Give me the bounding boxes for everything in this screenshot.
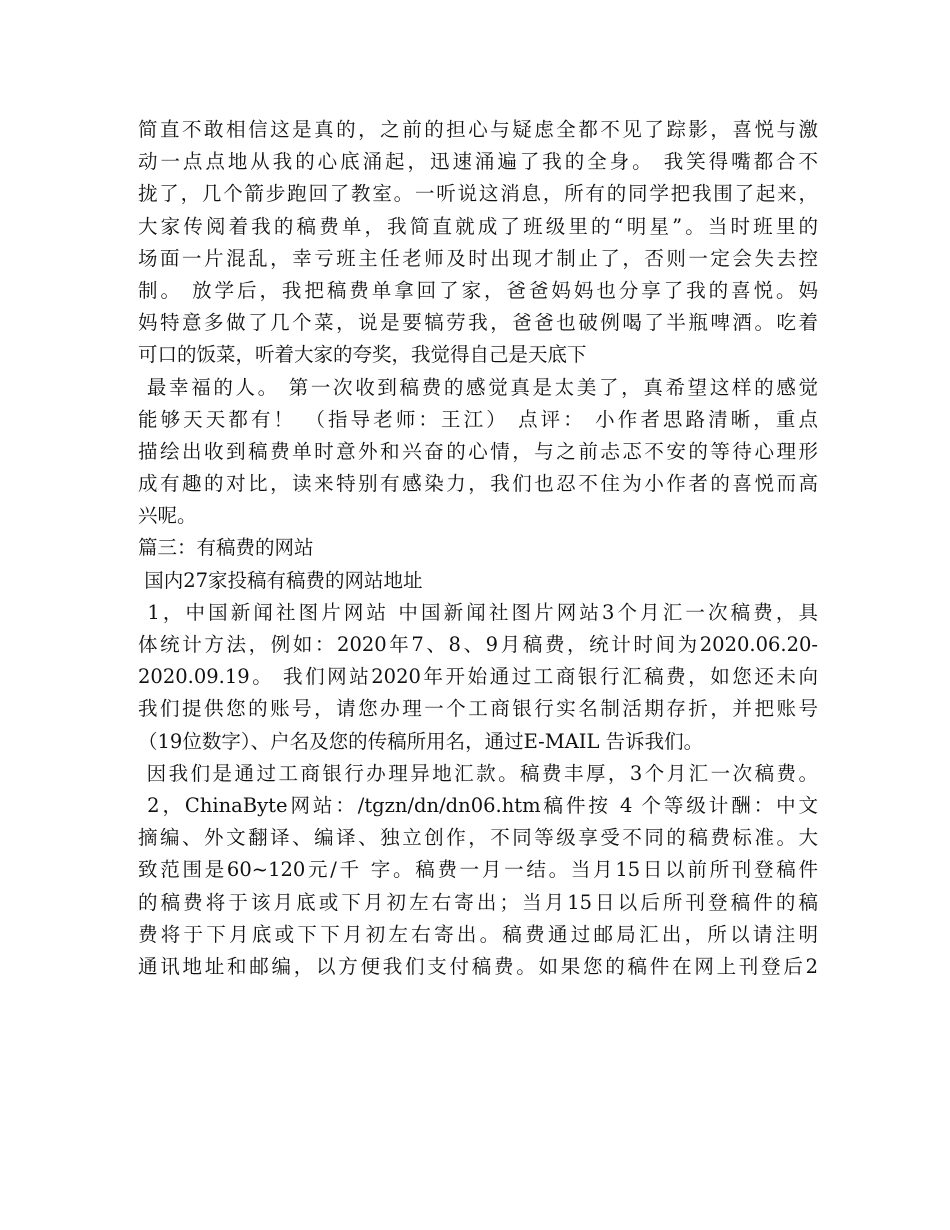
- text-line: 我们提供您的账号，请您办理一个工商银行实名制活期存折，并把账号: [138, 697, 818, 721]
- text-line: 动一点点地从我的心底涌起，迅速涌遍了我的全身。 我笑得嘴都合不: [138, 150, 818, 174]
- text-line: 能够天天都有！ （指导老师：王江） 点评： 小作者思路清晰，重点: [138, 407, 818, 431]
- text-line: 摘编、外文翻译、编译、独立创作，不同等级享受不同的稿费标准。大: [138, 826, 818, 850]
- text-line: 体统计方法，例如：2020年7、8、9月稿费，统计时间为2020.06.20-: [138, 633, 818, 656]
- text-line: 制。 放学后，我把稿费单拿回了家，爸爸妈妈也分享了我的喜悦。妈: [138, 278, 818, 302]
- text-line: 最幸福的人。 第一次收到稿费的感觉真是太美了，真希望这样的感觉: [138, 375, 818, 399]
- text-line: （19位数字）、户名及您的传稿所用名，通过E-MAIL 告诉我们。: [138, 729, 704, 753]
- text-line: 的稿费将于该月底或下月初左右寄出；当月15日以后所刊登稿件的稿: [138, 890, 818, 914]
- text-line: 场面一片混乱，幸亏班主任老师及时出现才制止了，否则一定会失去控: [138, 246, 818, 270]
- text-line: 大家传阅着我的稿费单，我简直就成了班级里的“明星”。当时班里的: [138, 214, 818, 238]
- document-text: [138, 114, 818, 983]
- text-line: 拢了，几个箭步跑回了教室。一听说这消息，所有的同学把我围了起来，: [138, 182, 818, 206]
- text-line: 致范围是60~120元/千 字。稿费一月一结。当月15日以前所刊登稿件: [138, 858, 818, 882]
- text-line: 1，中国新闻社图片网站 中国新闻社图片网站3个月汇一次稿费，具: [138, 600, 818, 624]
- text-line: 妈特意多做了几个菜，说是要犒劳我，爸爸也破例喝了半瓶啤酒。吃着: [138, 311, 818, 335]
- text-line: 成有趣的对比，读来特别有感染力，我们也忍不住为小作者的喜悦而高: [138, 472, 818, 496]
- text-line: 可口的饭菜，听着大家的夸奖，我觉得自己是天底下: [138, 343, 587, 367]
- text-line: 国内27家投稿有稿费的网站地址: [138, 568, 423, 592]
- section-heading: 篇三：有稿费的网站: [138, 536, 314, 560]
- text-line: 描绘出收到稿费单时意外和兴奋的心情，与之前忐忑不安的等待心理形: [138, 439, 818, 463]
- text-line: 简直不敢相信这是真的，之前的担心与疑虑全都不见了踪影，喜悦与激: [138, 118, 818, 141]
- text-line: 通讯地址和邮编，以方便我们支付稿费。如果您的稿件在网上刊登后2: [138, 954, 818, 978]
- text-line: 2020.09.19。 我们网站2020年开始通过工商银行汇稿费，如您还未向: [138, 665, 818, 689]
- text-line: 兴呢。: [138, 504, 197, 528]
- text-line: 因我们是通过工商银行办理异地汇款。稿费丰厚，3个月汇一次稿费。: [138, 761, 818, 785]
- text-line: 费将于下月底或下下月初左右寄出。稿费通过邮局汇出，所以请注明: [138, 922, 818, 946]
- text-line: 2，ChinaByte网站：/tgzn/dn/dn06.htm稿件按 4 个等级计酬：中文: [138, 793, 818, 817]
